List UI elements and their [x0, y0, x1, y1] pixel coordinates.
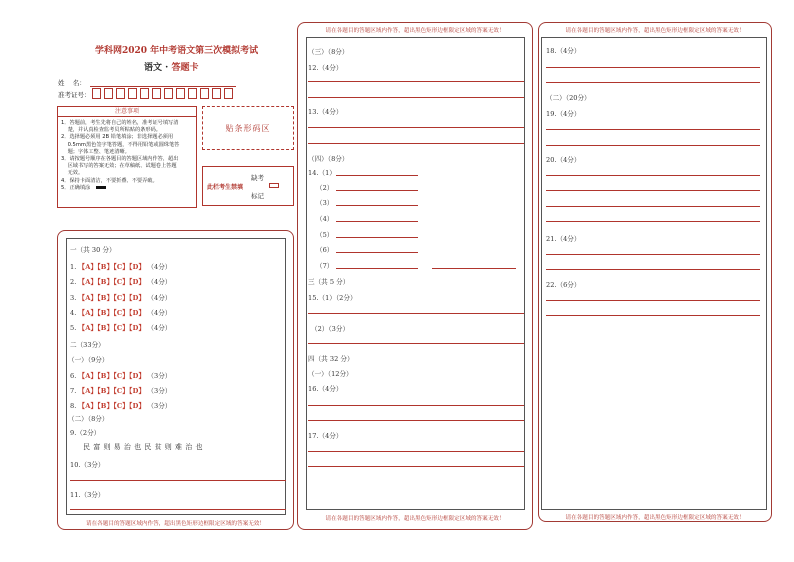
- mc-choice-bubbles[interactable]: 【A】【B】【C】【D】: [78, 372, 146, 380]
- question-14-part: （7）: [316, 262, 334, 270]
- exam-number-box[interactable]: [92, 88, 101, 99]
- mc-score: （3分）: [147, 372, 172, 380]
- left-answer-panel: [57, 230, 294, 530]
- mc-row-7: [70, 385, 171, 395]
- mc-row-8: [70, 400, 171, 410]
- notice-item-fill-label: 5．正确填涂: [61, 184, 91, 191]
- question-14: 14.（1）: [308, 169, 336, 177]
- answer-line[interactable]: [308, 143, 524, 144]
- question-14-part: （2）: [316, 184, 334, 192]
- mc-number: 2.: [70, 278, 77, 286]
- answer-line[interactable]: [336, 268, 418, 269]
- absent-forbid-label: 此栏考生禁填: [207, 184, 244, 191]
- section1-heading: 一（共 30 分）: [70, 246, 116, 254]
- mc-score: （4分）: [147, 278, 172, 286]
- sub6-heading: （二）（20分）: [546, 94, 591, 102]
- question-11: 11.（3分）: [70, 491, 105, 499]
- answer-line[interactable]: [308, 343, 524, 344]
- right-top-warning: 请在各题目的答题区域内作答，超出黑色矩形边框限定区域的答案无效！: [565, 28, 745, 34]
- notice-item: 3．请按题号顺序在各题目的答题区域内作答，超出: [61, 156, 179, 163]
- mc-choice-bubbles[interactable]: 【A】【B】【C】【D】: [78, 402, 146, 410]
- exam-number-box[interactable]: [224, 88, 233, 99]
- notice-item: 楚，并认真检查监考员所粘贴的条形码。: [61, 127, 161, 134]
- answer-line[interactable]: [432, 268, 516, 269]
- sub2-heading: （二）（8分）: [68, 415, 109, 423]
- mc-number: 5.: [70, 324, 77, 332]
- question-20: 20.（4分）: [546, 156, 581, 164]
- answer-line[interactable]: [546, 129, 760, 130]
- notice-item: 题；字体工整、笔迹清晰。: [61, 148, 130, 155]
- section4-heading: 四（共 32 分）: [308, 355, 354, 363]
- mc-number: 3.: [70, 294, 77, 302]
- mc-number: 6.: [70, 372, 77, 380]
- answer-line[interactable]: [308, 97, 524, 98]
- section2-heading: 二（33分）: [70, 341, 105, 349]
- answer-line[interactable]: [308, 405, 524, 406]
- mc-score: （4分）: [147, 294, 172, 302]
- question-15-1: 15.（1）（2分）: [308, 294, 357, 302]
- exam-subtitle: 语文 · 答题卡: [144, 63, 199, 73]
- mc-number: 7.: [70, 387, 77, 395]
- notice-heading: 注意事项: [58, 107, 196, 117]
- mc-number: 8.: [70, 402, 77, 410]
- subject-label: 语文: [144, 63, 163, 73]
- sub1-heading: （一）（9分）: [68, 356, 109, 364]
- name-label: 姓 名：: [58, 79, 86, 87]
- answer-line[interactable]: [546, 67, 760, 68]
- right-bottom-warning: 请在各题目的答题区域内作答，超出黑色矩形边框限定区域的答案无效！: [565, 515, 745, 521]
- notice-item: 无效。: [61, 170, 84, 177]
- exam-number-box[interactable]: [116, 88, 125, 99]
- middle-bottom-warning: 请在各题目的答题区域内作答，超出黑色矩形边框限定区域的答案无效！: [325, 516, 505, 522]
- exam-number-box[interactable]: [212, 88, 221, 99]
- answer-line[interactable]: [336, 221, 418, 222]
- exam-number-box[interactable]: [188, 88, 197, 99]
- mc-row-1: [70, 261, 171, 271]
- barcode-label: 贴条形码区: [225, 124, 271, 133]
- mc-row-6: [70, 370, 171, 380]
- answer-line[interactable]: [546, 175, 760, 176]
- exam-number-box[interactable]: [140, 88, 149, 99]
- answer-line[interactable]: [546, 269, 760, 270]
- question-9-sentence[interactable]: 民 富 则 易 治 也 民 贫 则 难 治 也: [83, 443, 203, 451]
- notice-box: [57, 106, 197, 208]
- notice-item: 2．选择题必须用 2B 铅笔填涂；非选择题必须用: [61, 134, 174, 141]
- answer-line[interactable]: [70, 509, 286, 510]
- answer-line[interactable]: [308, 313, 524, 314]
- mc-score: （3分）: [147, 387, 172, 395]
- question-13: 13.（4分）: [308, 108, 343, 116]
- question-15-2: （2）（3分）: [311, 325, 350, 333]
- answer-line[interactable]: [546, 145, 760, 146]
- mc-score: （4分）: [147, 263, 172, 271]
- answer-line[interactable]: [546, 190, 760, 191]
- sub4-heading: （四）（8分）: [308, 155, 349, 163]
- question-14-part: （3）: [316, 199, 334, 207]
- mc-choice-bubbles[interactable]: 【A】【B】【C】【D】: [78, 294, 146, 302]
- question-14-part: （5）: [316, 231, 334, 239]
- answer-line[interactable]: [308, 127, 524, 128]
- answer-line[interactable]: [336, 205, 418, 206]
- mc-choice-bubbles[interactable]: 【A】【B】【C】【D】: [78, 278, 146, 286]
- answer-line[interactable]: [308, 420, 524, 421]
- notice-item: 1．答题前，考生先将自己的姓名，准考证号填写清: [61, 120, 179, 126]
- exam-number-box[interactable]: [152, 88, 161, 99]
- mc-choice-bubbles[interactable]: 【A】【B】【C】【D】: [78, 263, 146, 271]
- answer-line[interactable]: [546, 300, 760, 301]
- question-14-part: （6）: [316, 246, 334, 254]
- answer-line[interactable]: [336, 190, 418, 191]
- absent-mark-area: [202, 166, 294, 206]
- question-19: 19.（4分）: [546, 110, 581, 118]
- mc-choice-bubbles[interactable]: 【A】【B】【C】【D】: [78, 387, 146, 395]
- mc-choice-bubbles[interactable]: 【A】【B】【C】【D】: [78, 324, 146, 332]
- left-warning: 请在各题目的答题区域内作答，超出黑色矩形边框限定区域的答案无效！: [85, 521, 265, 527]
- answer-line[interactable]: [70, 480, 286, 481]
- section3-heading: 三（共 5 分）: [308, 278, 350, 286]
- mc-row-2: [70, 276, 171, 286]
- exam-number-label: 准考证号：: [58, 91, 91, 99]
- mc-choice-bubbles[interactable]: 【A】【B】【C】【D】: [78, 309, 146, 317]
- exam-number-box[interactable]: [128, 88, 137, 99]
- answer-line[interactable]: [546, 254, 760, 255]
- exam-number-box[interactable]: [200, 88, 209, 99]
- answer-line[interactable]: [546, 315, 760, 316]
- question-9: 9.（2分）: [70, 429, 101, 437]
- answer-line[interactable]: [546, 82, 760, 83]
- notice-item: 0.5mm黑色签字笔答题，不得用铅笔或圆珠笔答: [61, 141, 180, 148]
- absent-line1: 缺考: [251, 174, 264, 182]
- exam-number-box[interactable]: [176, 88, 185, 99]
- question-12: 12.（4分）: [308, 64, 343, 72]
- answer-line[interactable]: [308, 451, 524, 452]
- sub5-heading: （一）（12分）: [308, 370, 353, 378]
- mc-row-4: [70, 307, 171, 317]
- absent-line2: 标记: [251, 192, 264, 200]
- answer-line[interactable]: [308, 81, 524, 82]
- mc-row-5: [70, 322, 171, 332]
- name-field-line[interactable]: [90, 86, 236, 87]
- answer-line[interactable]: [546, 221, 760, 222]
- question-21: 21.（4分）: [546, 235, 581, 243]
- question-14-part: （4）: [316, 215, 334, 223]
- exam-title: 学科网2020 年中考语文第三次模拟考试: [95, 46, 259, 56]
- mc-number: 4.: [70, 309, 77, 317]
- question-17: 17.（4分）: [308, 432, 343, 440]
- barcode-area: [202, 106, 294, 150]
- exam-number-box[interactable]: [164, 88, 173, 99]
- answer-line[interactable]: [336, 175, 418, 176]
- mc-row-3: [70, 292, 171, 302]
- exam-number-box[interactable]: [104, 88, 113, 99]
- question-10: 10.（3分）: [70, 461, 105, 469]
- notice-item: 4．保持卡面清洁，不要折叠、不要弄破。: [61, 177, 158, 184]
- mc-score: （4分）: [147, 324, 172, 332]
- notice-item: 区域书写的答案无效；在草稿纸、试题卷上答题: [61, 163, 177, 170]
- question-16: 16.（4分）: [308, 385, 343, 393]
- notice-item: [58, 185, 196, 192]
- answer-sheet-label: 答题卡: [171, 63, 199, 73]
- mc-score: （4分）: [147, 309, 172, 317]
- question-18: 18.（4分）: [546, 47, 581, 55]
- answer-line[interactable]: [308, 466, 524, 467]
- answer-line[interactable]: [546, 206, 760, 207]
- middle-top-warning: 请在各题目的答题区域内作答，超出黑色矩形边框限定区域的答案无效！: [325, 28, 505, 34]
- answer-line[interactable]: [336, 252, 418, 253]
- sub3-heading: （三）（8分）: [308, 48, 349, 56]
- question-22: 22.（6分）: [546, 281, 581, 289]
- mc-number: 1.: [70, 263, 77, 271]
- answer-line[interactable]: [336, 237, 418, 238]
- filled-sample-icon: [96, 186, 106, 189]
- absent-mark-box[interactable]: [269, 183, 279, 188]
- mc-score: （3分）: [147, 402, 172, 410]
